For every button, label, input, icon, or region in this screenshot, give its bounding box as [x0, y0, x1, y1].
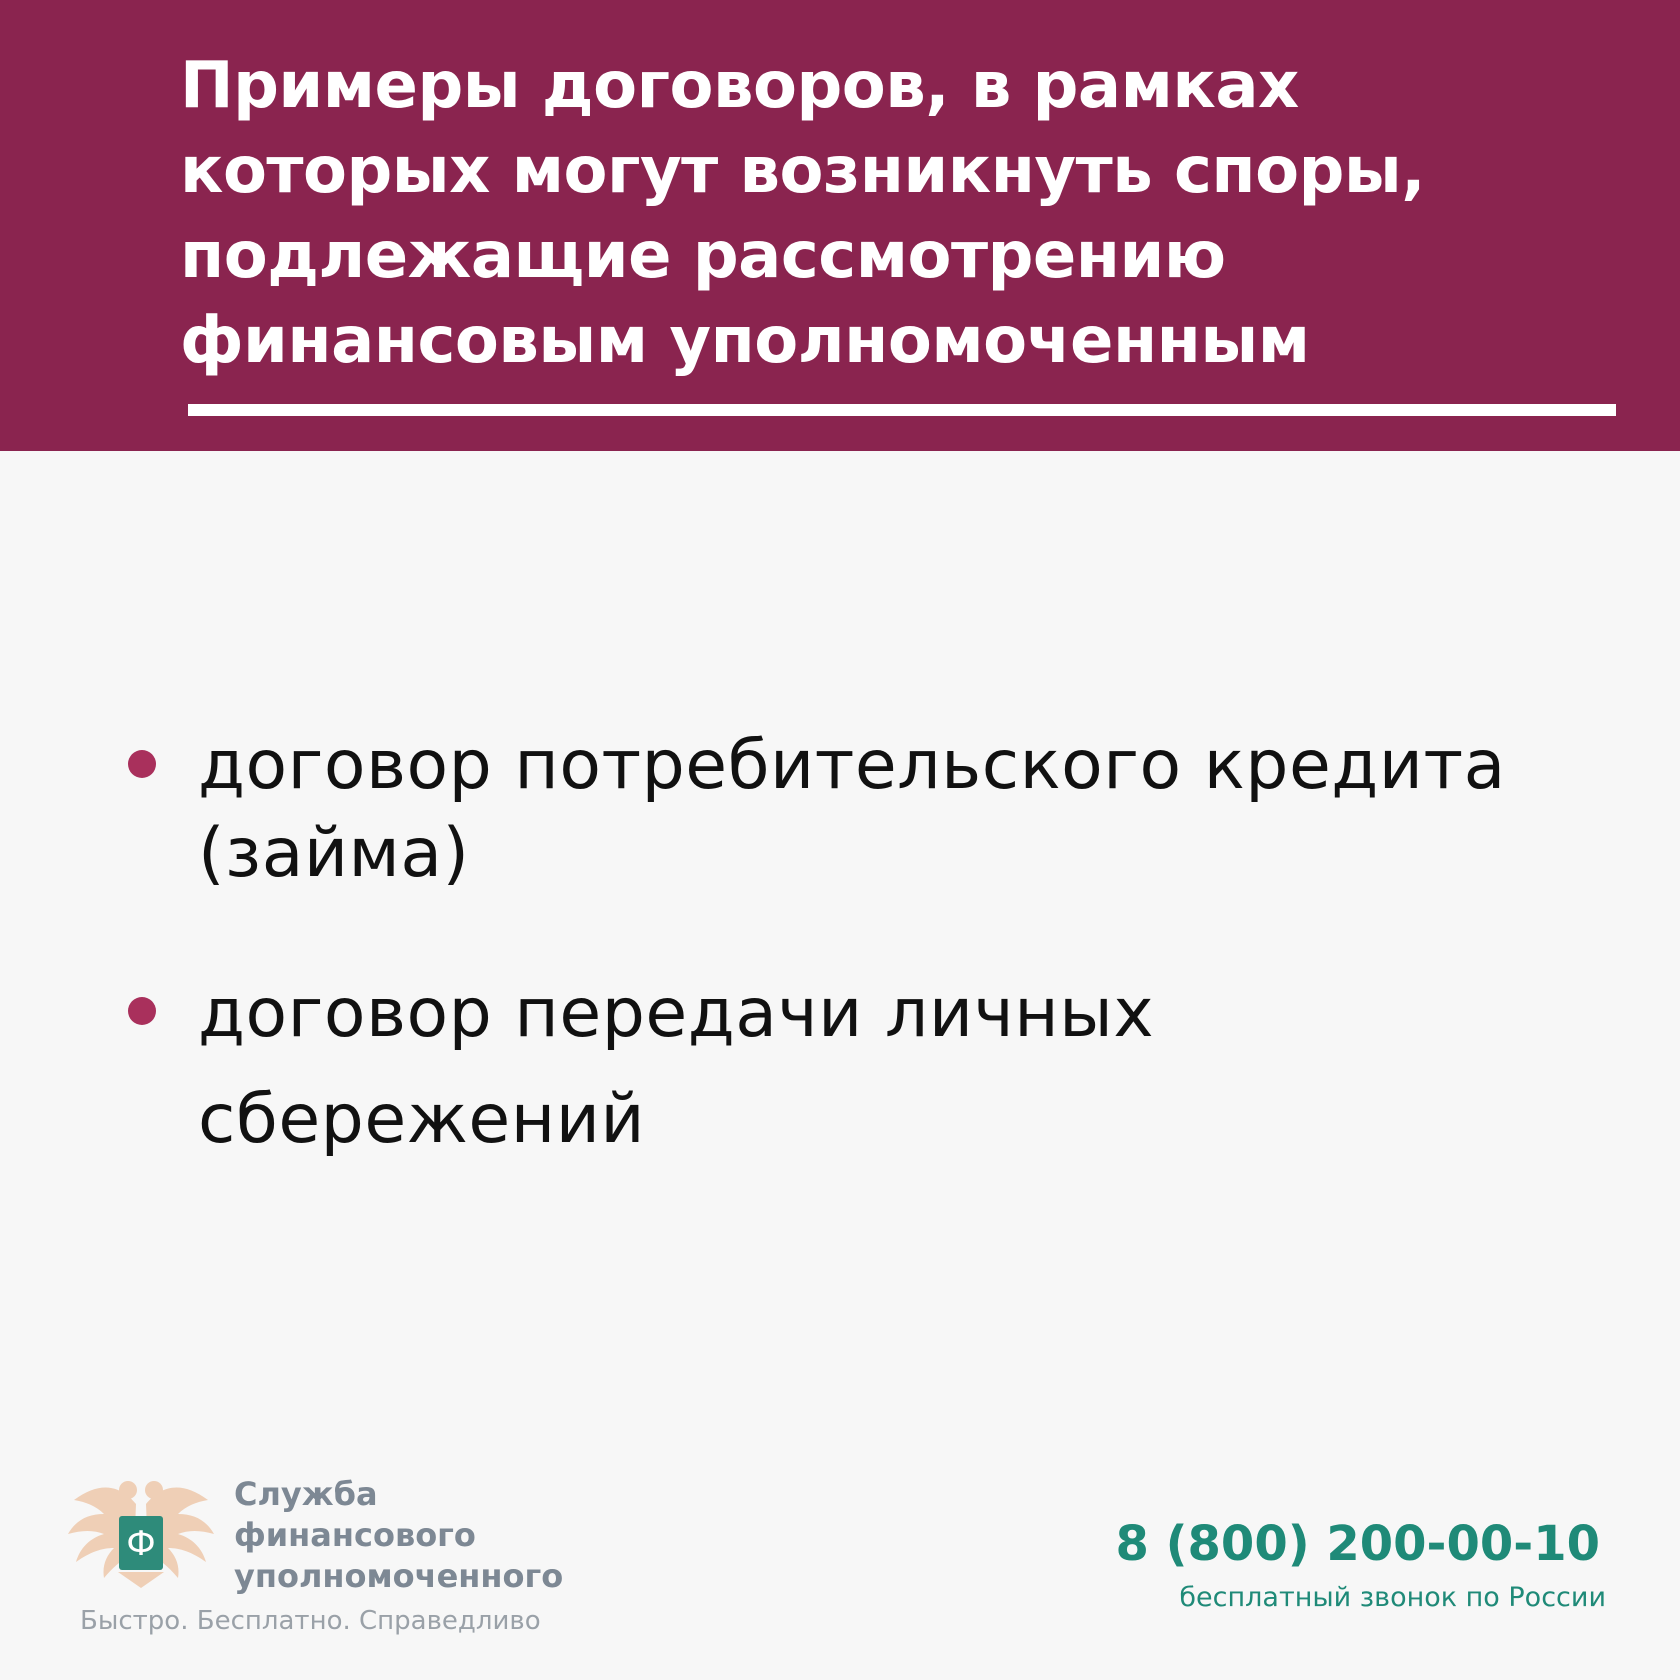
hotline-phone[interactable]: 8 (800) 200-00-10: [1115, 1516, 1600, 1572]
logo-letter: Ф: [126, 1524, 156, 1564]
bullet-icon: [128, 997, 156, 1025]
bullet-line: (займа): [198, 814, 470, 893]
title-line: финансовым уполномоченным: [180, 304, 1310, 378]
bullet-icon: [128, 750, 156, 778]
bullet-line: договор передачи личных: [198, 974, 1155, 1053]
bullet-line: договор потребительского кредита: [198, 726, 1506, 805]
bullet-line: сбережений: [198, 1080, 646, 1159]
org-name-line: уполномоченного: [234, 1557, 564, 1595]
tagline: Быстро. Бесплатно. Справедливо: [80, 1606, 541, 1636]
header-banner: [0, 0, 1680, 451]
eagle-emblem-logo: [66, 1476, 216, 1588]
title-line: Примеры договоров, в рамках: [180, 49, 1299, 123]
title-line: подлежащие рассмотрению: [180, 219, 1226, 293]
bullet-item-savings-transfer: [198, 961, 1154, 1173]
bullet-item-consumer-credit: [198, 722, 1506, 898]
org-name-line: финансового: [234, 1516, 476, 1554]
phone-note: бесплатный звонок по России: [1179, 1582, 1606, 1613]
org-name: [234, 1474, 563, 1597]
title-underline: [188, 404, 1616, 416]
page-title: [180, 44, 1620, 384]
org-name-line: Служба: [234, 1475, 378, 1513]
title-line: которых могут возникнуть споры,: [180, 134, 1426, 208]
